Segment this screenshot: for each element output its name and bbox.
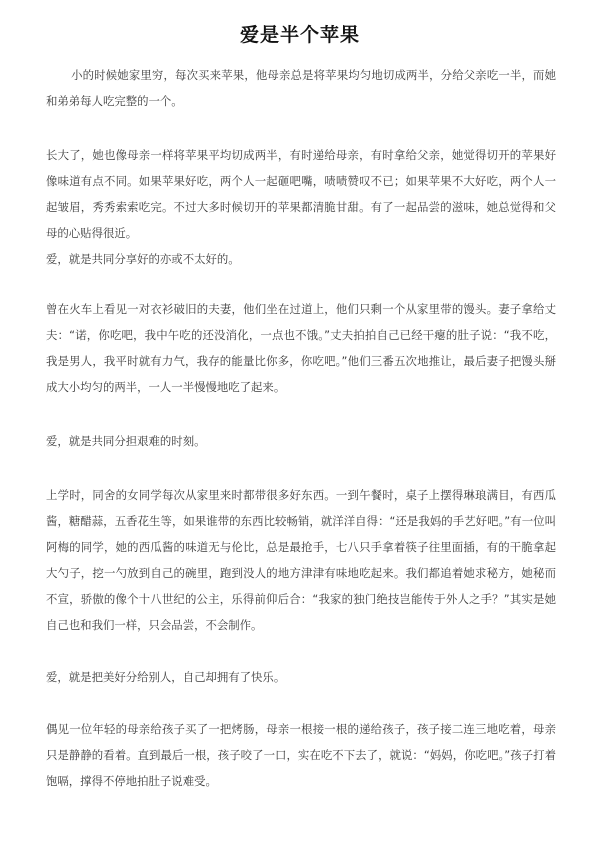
paragraph: 曾在火车上看见一对衣衫破旧的夫妻，他们坐在过道上，他们只剩一个从家里带的馒头。妻子拿给丈夫：“诺，你吃吧，我中午吃的还没消化，一点也不饿。”丈夫拍拍自己已经干瘪的肚子说：“我不吃，我是男人，我平时就有力气，我存的能量比你多，你吃吧。”他们三番五次地推让，最后妻子把馒头掰成大小均匀的两半，一人一半慢慢地吃了起来。 <box>46 302 556 394</box>
paragraph: 偶见一位年轻的母亲给孩子买了一把烤肠，母亲一根接一根的递给孩子，孩子接二连三地吃着，母亲只是静静的看着。直到最后一根，孩子咬了一口，实在吃不下去了，就说：“妈妈，你吃吧。”孩子打着饱嗝，撑得不停地拍肚子说难受。 <box>46 722 556 788</box>
paragraph: 小的时候她家里穷，每次买来苹果，他母亲总是将苹果均匀地切成两半，分给父亲吃一半，而她和弟弟每人吃完整的一个。 <box>46 68 556 108</box>
paragraph: 长大了，她也像母亲一样将苹果平均切成两半，有时递给母亲，有时拿给父亲，她觉得切开的苹果好像味道有点不同。如果苹果好吃，两个人一起砸吧嘴，啧啧赞叹不已；如果苹果不大好吃，两个人一起皱眉，秀秀索索吃完。不过大多时候切开的苹果都清脆甘甜。有了一起品尝的滋味，她总觉得和父母的心贴得很近。 <box>46 148 556 240</box>
paragraph: 爱，就是共同分享好的亦或不太好的。 <box>46 252 240 266</box>
paragraph: 爱，就是把美好分给别人，自己却拥有了快乐。 <box>46 670 286 684</box>
page-title: 爱是半个苹果 <box>239 24 360 46</box>
paragraph: 上学时，同舍的女同学每次从家里来时都带很多好东西。一到午餐时，桌子上摆得琳琅满目，有西瓜酱，糖醋蒜，五香花生等，如果谁带的东西比较畅销，就洋洋自得：“还是我妈的手艺好吧。”有一位叫阿梅的同学，她的西瓜酱的味道无与伦比，总是最抢手，七八只手拿着筷子往里面插，有的干脆拿起大勺子，挖一勺放到自己的碗里，跑到没人的地方津津有味地吃起来。我们都追着她求秘方，她秘而不宣，骄傲的像个十八世纪的公主，乐得前仰后合：“我家的独门绝技岂能传于外人之手？”其实是她自己也和我们一样，只会品尝，不会制作。 <box>46 488 556 632</box>
paragraph: 爱，就是共同分担艰难的时刻。 <box>46 434 206 448</box>
